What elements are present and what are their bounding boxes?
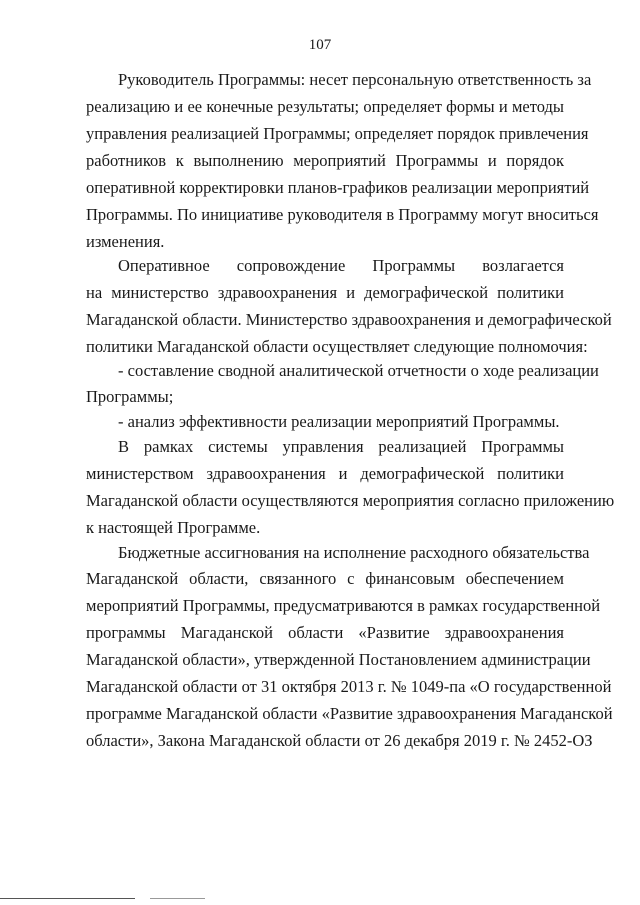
text-line: политики Магаданской области осуществляет следующие полномочия:: [86, 337, 588, 356]
text-line: Программы. По инициативе руководителя в Программу могут вноситься: [86, 205, 599, 224]
text-line: мероприятий Программы, предусматриваются в рамках государственной: [86, 596, 601, 615]
text-line: к настоящей Программе.: [86, 518, 261, 537]
text-line: - составление сводной аналитической отчетности о ходе реализации: [118, 361, 599, 380]
text-line: Магаданской области», утвержденной Постановлением администрации: [86, 650, 591, 669]
text-line: оперативной корректировки планов-графиков реализации мероприятий: [86, 178, 590, 197]
text-line: программы Магаданской области «Развитие здравоохранения: [86, 623, 564, 642]
scan-edge-line: [150, 898, 205, 899]
text-line: управления реализацией Программы; определяет порядок привлечения: [86, 124, 589, 143]
text-line: области», Закона Магаданской области от 26 декабря 2019 г. № 2452-ОЗ: [86, 731, 593, 750]
scan-edge-line: [0, 898, 135, 899]
text-line: работников к выполнению мероприятий Программы и порядок: [86, 151, 564, 170]
text-line: программе Магаданской области «Развитие здравоохранения Магаданской: [86, 704, 613, 723]
text-line: Бюджетные ассигнования на исполнение расходного обязательства: [118, 543, 590, 562]
text-line: на министерство здравоохранения и демографической политики: [86, 283, 564, 302]
text-line: Оперативное сопровождение Программы возлагается: [118, 256, 564, 275]
page-number: 107: [308, 37, 332, 53]
text-line: В рамках системы управления реализацией Программы: [118, 437, 564, 456]
text-line: - анализ эффективности реализации мероприятий Программы.: [118, 412, 560, 431]
text-line: Магаданской области осуществляются мероприятия согласно приложению: [86, 491, 615, 510]
text-line: реализацию и ее конечные результаты; определяет формы и методы: [86, 97, 564, 116]
text-line: Магаданской области от 31 октября 2013 г. № 1049-па «О государственной: [86, 677, 612, 696]
text-line: Руководитель Программы: несет персональную ответственность за: [118, 70, 592, 89]
text-line: Программы;: [86, 387, 174, 406]
text-line: изменения.: [86, 232, 165, 251]
text-line: Магаданской области. Министерство здравоохранения и демографической: [86, 310, 612, 329]
text-line: Магаданской области, связанного с финансовым обеспечением: [86, 569, 564, 588]
text-line: министерством здравоохранения и демографической политики: [86, 464, 564, 483]
